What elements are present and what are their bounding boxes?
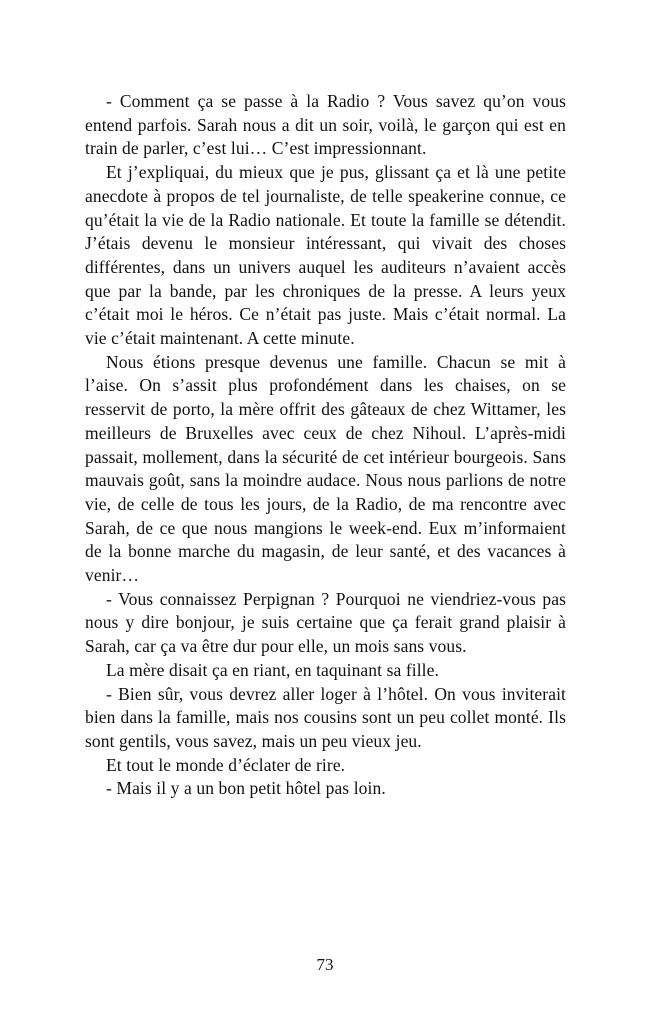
paragraph: - Mais il y a un bon petit hôtel pas loin. bbox=[106, 778, 386, 799]
page-number: 73 bbox=[316, 955, 334, 974]
paragraph: - Bien sûr, vous devrez aller loger à l’hôtel. On vous inviterait bien dans la famille, mais nos cousins sont un peu collet monté. Ils sont gentils, vous savez, mais un peu vieux jeu. bbox=[85, 683, 566, 751]
paragraph: Nous étions presque devenus une famille. Chacun se mit à l’aise. On s’assit plus profondément dans les chaises, on se resservit de porto, la mère offrit des gâteaux de chez Wittamer, les meilleurs de Bruxelles avec ceux de chez Nihoul. L’après-midi passait, mollement, dans la sécurité de cet intérieur bourgeois. Sans mauvais goût, sans la moindre audace. Nous nous parlions de notre vie, de celle de tous les jours, de la Radio, de ma rencontre avec Sarah, de ce que nous mangions le week-end. Eux m’informaient de la bonne marche du magasin, de leur santé, et des vacances à venir… bbox=[85, 351, 566, 586]
paragraph: Et tout le monde d’éclater de rire. bbox=[106, 754, 346, 775]
paragraph: - Comment ça se passe à la Radio ? Vous savez qu’on vous entend parfois. Sarah nous a dit un soir, voilà, le garçon qui est en train de parler, c’est lui… C’est impressionnant. bbox=[85, 91, 566, 159]
paragraph: Et j’expliquai, du mieux que je pus, glissant ça et là une petite anecdote à propos de tel journaliste, de telle speakerine connue, ce qu’était la vie de la Radio nationale. Et toute la famille se détendit. J’étais devenu le monsieur intéressant, qui vivait des choses différentes, dans un univers auquel les auditeurs n’avaient accès que par la bande, par les chroniques de la presse. A leurs yeux c’était moi le héros. Ce n’était pas juste. Mais c’était normal. La vie c’était maintenant. A cette minute. bbox=[85, 162, 566, 349]
paragraph: La mère disait ça en riant, en taquinant sa fille. bbox=[106, 659, 439, 680]
paragraph: - Vous connaissez Perpignan ? Pourquoi ne viendriez-vous pas nous y dire bonjour, je suis certaine que ça ferait grand plaisir à Sarah, car ça va être dur pour elle, un mois sans vous. bbox=[85, 588, 566, 657]
page-text bbox=[85, 90, 566, 801]
